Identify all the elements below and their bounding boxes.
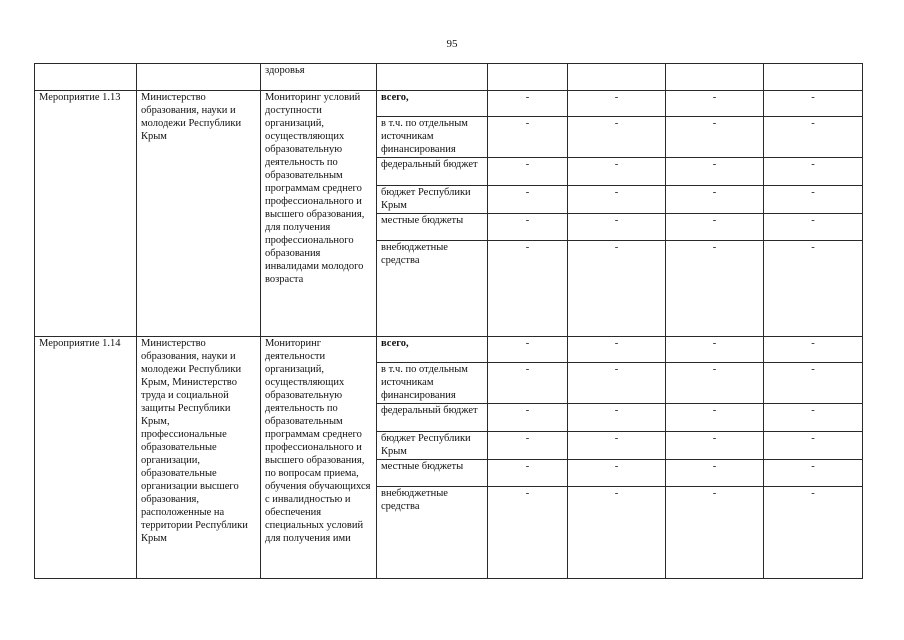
value-cell: - (666, 91, 764, 117)
value-cell: - (568, 91, 666, 117)
value-cell: - (666, 214, 764, 241)
value-cell: - (488, 241, 568, 337)
value-cell: - (488, 487, 568, 579)
value-cell: - (764, 460, 863, 487)
cell-description: здоровья (261, 64, 377, 91)
cell-source (377, 64, 488, 91)
funding-source: федеральный бюджет (377, 158, 488, 186)
funding-source: бюджет Республики Крым (377, 432, 488, 460)
value-cell: - (764, 432, 863, 460)
funding-source: бюджет Республики Крым (377, 186, 488, 214)
value-cell: - (764, 241, 863, 337)
value-cell: - (666, 337, 764, 363)
value-cell: - (666, 487, 764, 579)
cell-value (666, 64, 764, 91)
cell-executor (137, 64, 261, 91)
table-row (35, 91, 863, 117)
event-description: Мониторинг деятельности организаций, осуществляющих образовательную деятельность по образовательным программам среднего профессионального и высшего образования, по вопросам приема, обучения обучающихся с инвалидностью и обеспечения специальных условий для получения ими (261, 337, 377, 579)
value-cell: - (568, 432, 666, 460)
event-name: Мероприятие 1.13 (35, 91, 137, 337)
value-cell: - (488, 158, 568, 186)
value-cell: - (666, 158, 764, 186)
value-cell: - (488, 186, 568, 214)
value-cell: - (568, 460, 666, 487)
page-number: 95 (446, 38, 458, 50)
value-cell: - (568, 487, 666, 579)
funding-table (34, 63, 863, 579)
value-cell: - (568, 363, 666, 404)
event-name: Мероприятие 1.14 (35, 337, 137, 579)
value-cell: - (666, 404, 764, 432)
value-cell: - (488, 363, 568, 404)
value-cell: - (764, 487, 863, 579)
funding-source: всего, (377, 91, 488, 117)
value-cell: - (764, 186, 863, 214)
value-cell: - (666, 241, 764, 337)
value-cell: - (666, 432, 764, 460)
value-cell: - (568, 158, 666, 186)
cell-value (488, 64, 568, 91)
cell-value (568, 64, 666, 91)
value-cell: - (568, 186, 666, 214)
cell-event (35, 64, 137, 91)
value-cell: - (488, 337, 568, 363)
executor: Министерство образования, науки и молодежи Республики Крым, Министерство труда и социальной защиты Республики Крым, профессиональные образовательные организации, образовательные организации высшего образования, расположенные на территории Республики Крым (137, 337, 261, 579)
value-cell: - (666, 363, 764, 404)
funding-source: местные бюджеты (377, 214, 488, 241)
funding-source: в т.ч. по отдельным источникам финансирования (377, 117, 488, 158)
value-cell: - (764, 363, 863, 404)
value-cell: - (488, 404, 568, 432)
value-cell: - (488, 214, 568, 241)
funding-source: всего, (377, 337, 488, 363)
value-cell: - (568, 404, 666, 432)
value-cell: - (488, 432, 568, 460)
continuation-row (35, 64, 863, 91)
funding-source: в т.ч. по отдельным источникам финансирования (377, 363, 488, 404)
value-cell: - (764, 158, 863, 186)
value-cell: - (666, 117, 764, 158)
value-cell: - (764, 404, 863, 432)
value-cell: - (764, 337, 863, 363)
value-cell: - (568, 241, 666, 337)
value-cell: - (488, 117, 568, 158)
event-description: Мониторинг условий доступности организаций, осуществляющих образовательную деятельность по образовательным программам среднего профессионального и высшего образования, для получения профессионального образования инвалидами молодого возраста (261, 91, 377, 337)
funding-source: местные бюджеты (377, 460, 488, 487)
value-cell: - (488, 460, 568, 487)
value-cell: - (488, 91, 568, 117)
value-cell: - (568, 214, 666, 241)
value-cell: - (764, 91, 863, 117)
value-cell: - (764, 117, 863, 158)
value-cell: - (666, 460, 764, 487)
value-cell: - (666, 186, 764, 214)
table-row (35, 337, 863, 363)
funding-source: внебюджетные средства (377, 487, 488, 579)
cell-value (764, 64, 863, 91)
executor: Министерство образования, науки и молодежи Республики Крым (137, 91, 261, 337)
funding-source: внебюджетные средства (377, 241, 488, 337)
funding-source: федеральный бюджет (377, 404, 488, 432)
value-cell: - (568, 337, 666, 363)
value-cell: - (568, 117, 666, 158)
value-cell: - (764, 214, 863, 241)
